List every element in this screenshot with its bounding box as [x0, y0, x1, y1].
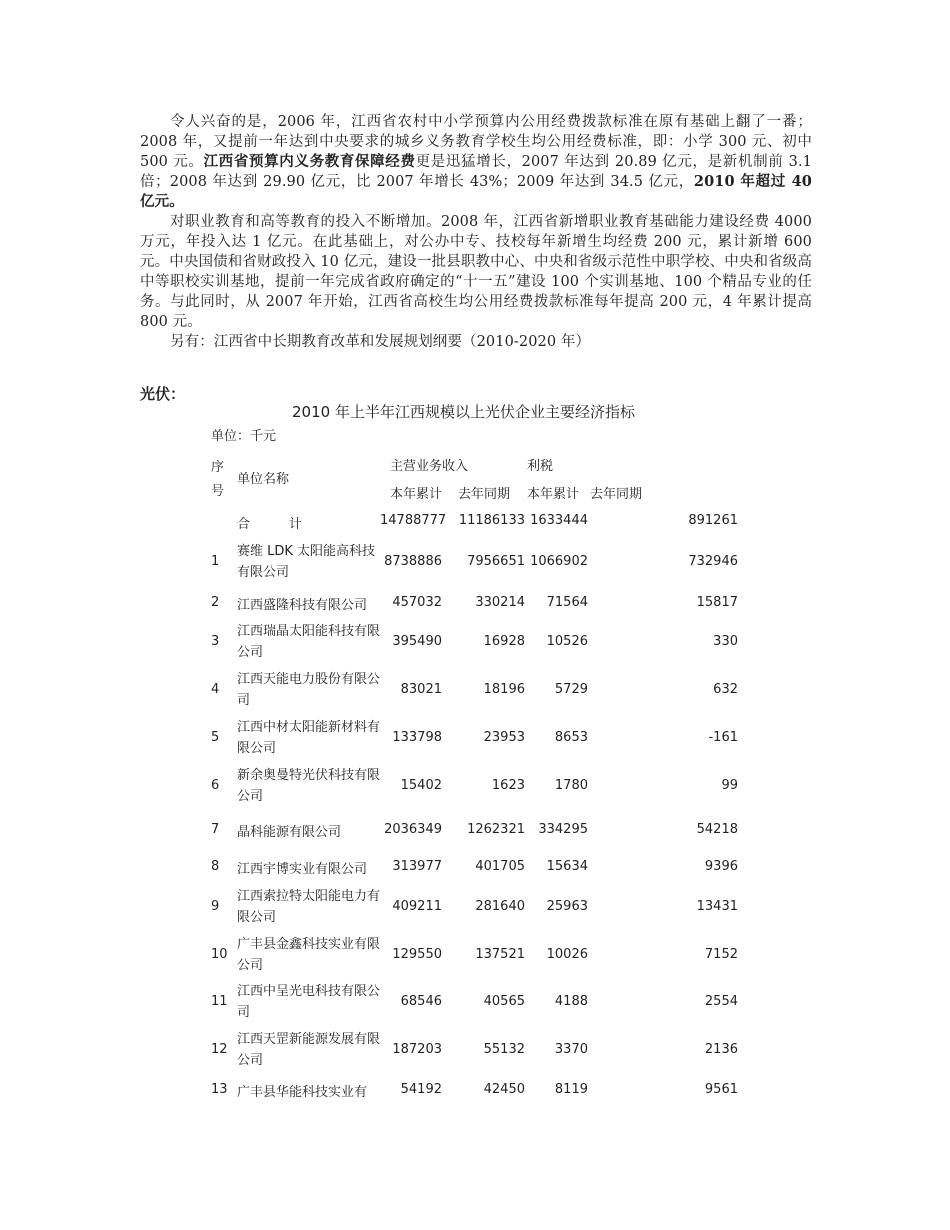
row-profit-previous: 9561	[704, 1082, 738, 1097]
row-number: 2	[211, 595, 220, 610]
total-profit-previous: 891261	[688, 513, 738, 528]
paragraph-funding-emphasis: 江西省预算内义务教育保障经费	[203, 153, 416, 170]
row-number: 8	[211, 859, 220, 874]
row-profit-current: 71564	[546, 595, 588, 610]
row-profit-current: 8119	[554, 1082, 588, 1097]
row-revenue-previous: 40565	[483, 994, 525, 1009]
row-profit-previous: 7152	[704, 947, 738, 962]
table-unit: 单位：千元	[211, 429, 277, 444]
header-revenue: 主营业务收入	[390, 459, 469, 474]
header-profit-current: 本年累计	[527, 487, 580, 502]
row-profit-current: 5729	[554, 682, 588, 697]
row-profit-current: 25963	[546, 899, 588, 914]
row-profit-previous: -161	[708, 730, 738, 745]
row-profit-previous: 9396	[704, 859, 738, 874]
row-profit-current: 1066902	[530, 554, 588, 569]
header-no: 序号	[211, 460, 225, 499]
row-number: 9	[211, 899, 220, 914]
table-title: 2010 年上半年江西规模以上光伏企业主要经济指标	[292, 403, 635, 421]
row-revenue-previous: 18196	[483, 682, 525, 697]
row-company-name: 赛维 LDK 太阳能高科技有限公司	[237, 544, 376, 580]
paragraph-funding-part-a: 令人兴奋的是，2006 年，江西省农村中小学预算内公用经费拨款标准在原有基础上翻了一番；2008 年，又提前一年达到中央要求的城乡义务教育学校生均公用经费标准，即：小学 300 元、初中 500 元。	[140, 114, 812, 170]
row-company-name: 江西索拉特太阳能电力有限公司	[237, 889, 381, 925]
row-revenue-current: 15402	[400, 778, 442, 793]
row-revenue-previous: 137521	[475, 947, 525, 962]
row-number: 3	[211, 634, 220, 649]
row-revenue-previous: 330214	[475, 595, 525, 610]
row-company-name: 江西宇博实业有限公司	[237, 862, 368, 877]
row-revenue-current: 8738886	[384, 554, 442, 569]
row-profit-current: 334295	[538, 822, 588, 837]
row-revenue-current: 409211	[392, 899, 442, 914]
row-profit-previous: 99	[721, 778, 738, 793]
row-revenue-previous: 7956651	[467, 554, 525, 569]
paragraph-note: 另有：江西省中长期教育改革和发展规划纲要（2010-2020 年）	[170, 334, 591, 350]
row-profit-current: 10526	[546, 634, 588, 649]
row-company-name: 江西中材太阳能新材料有限公司	[237, 720, 381, 756]
row-profit-previous: 632	[713, 682, 738, 697]
row-number: 12	[211, 1042, 228, 1057]
row-company-name: 广丰县华能科技实业有	[237, 1085, 368, 1100]
total-profit-current: 1633444	[530, 513, 588, 528]
row-number: 7	[211, 822, 220, 837]
paragraph-funding	[140, 112, 812, 212]
row-revenue-current: 68546	[400, 994, 442, 1009]
row-revenue-previous: 281640	[475, 899, 525, 914]
row-company-name: 江西天罡新能源发展有限公司	[237, 1032, 381, 1068]
row-company-name: 江西天能电力股份有限公司	[237, 672, 381, 708]
row-profit-current: 4188	[554, 994, 588, 1009]
row-number: 6	[211, 778, 220, 793]
row-number: 4	[211, 682, 220, 697]
row-profit-current: 15634	[546, 859, 588, 874]
header-revenue-current: 本年累计	[390, 487, 443, 502]
row-revenue-previous: 42450	[483, 1082, 525, 1097]
row-profit-current: 10026	[546, 947, 588, 962]
row-number: 13	[211, 1082, 228, 1097]
row-profit-previous: 732946	[688, 554, 738, 569]
header-name: 单位名称	[237, 472, 290, 487]
row-profit-previous: 330	[713, 634, 738, 649]
paragraph-funding-emphasis-2: 2010 年超过 40 亿元。	[140, 173, 812, 210]
row-company-name: 江西瑞晶太阳能科技有限公司	[237, 624, 381, 660]
row-revenue-current: 395490	[392, 634, 442, 649]
total-label: 合 计	[237, 517, 303, 532]
row-number: 5	[211, 730, 220, 745]
row-revenue-current: 457032	[392, 595, 442, 610]
row-company-name: 新余奥曼特光伏科技有限公司	[237, 768, 381, 804]
row-company-name: 江西盛隆科技有限公司	[237, 598, 368, 613]
row-number: 1	[211, 554, 220, 569]
header-revenue-previous: 去年同期	[458, 487, 511, 502]
row-profit-previous: 2554	[704, 994, 738, 1009]
row-revenue-current: 187203	[392, 1042, 442, 1057]
total-revenue-previous: 11186133	[458, 513, 525, 528]
paragraph-vocational: 对职业教育和高等教育的投入不断增加。2008 年，江西省新增职业教育基础能力建设经费 4000 万元，年投入达 1 亿元。在此基础上，对公办中专、技校每年新增生均经费 200 元，累计新增 600 元。中央国债和省财政投入 10 亿元，建设一批县职教中心、中央和省级示范性中职学校、中央和省级高中等职校实训基地，提前一年完成省政府确定的“十一五”建设 100 个实训基地、100 个精品专业的任务。与此同时，从 2007 年开始，江西省高校生均公用经费拨款标准每年提高 200 元，4 年累计提高 800 元。	[140, 214, 812, 330]
row-profit-current: 1780	[554, 778, 588, 793]
row-revenue-previous: 401705	[475, 859, 525, 874]
row-revenue-current: 54192	[400, 1082, 442, 1097]
row-revenue-current: 2036349	[384, 822, 442, 837]
row-profit-previous: 13431	[696, 899, 738, 914]
row-revenue-current: 129550	[392, 947, 442, 962]
row-profit-current: 3370	[554, 1042, 588, 1057]
header-profit: 利税	[527, 459, 554, 474]
row-profit-previous: 2136	[704, 1042, 738, 1057]
row-company-name: 晶科能源有限公司	[237, 825, 342, 840]
row-revenue-current: 83021	[400, 682, 442, 697]
row-company-name: 广丰县金鑫科技实业有限公司	[237, 937, 381, 973]
header-profit-previous: 去年同期	[590, 487, 643, 502]
total-revenue-current: 14788777	[380, 513, 447, 528]
section-title-photovoltaic: 光伏：	[140, 385, 186, 403]
row-profit-previous: 54218	[696, 822, 738, 837]
row-revenue-previous: 1623	[491, 778, 525, 793]
row-profit-current: 8653	[554, 730, 588, 745]
row-number: 11	[211, 994, 228, 1009]
row-revenue-current: 313977	[392, 859, 442, 874]
row-number: 10	[211, 947, 228, 962]
row-revenue-previous: 16928	[483, 634, 525, 649]
row-profit-previous: 15817	[696, 595, 738, 610]
row-revenue-previous: 1262321	[467, 822, 525, 837]
row-revenue-previous: 23953	[483, 730, 525, 745]
row-revenue-current: 133798	[392, 730, 442, 745]
row-revenue-previous: 55132	[483, 1042, 525, 1057]
row-company-name: 江西中呈光电科技有限公司	[237, 984, 381, 1020]
paragraph-funding-part-c: 更是迅猛增长，2007 年达到 20.89 亿元，是新机制前 3.1 倍；2008 年达到 29.90 亿元，比 2007 年增长 43%；2009 年达到 34.5 亿元，	[140, 154, 812, 190]
